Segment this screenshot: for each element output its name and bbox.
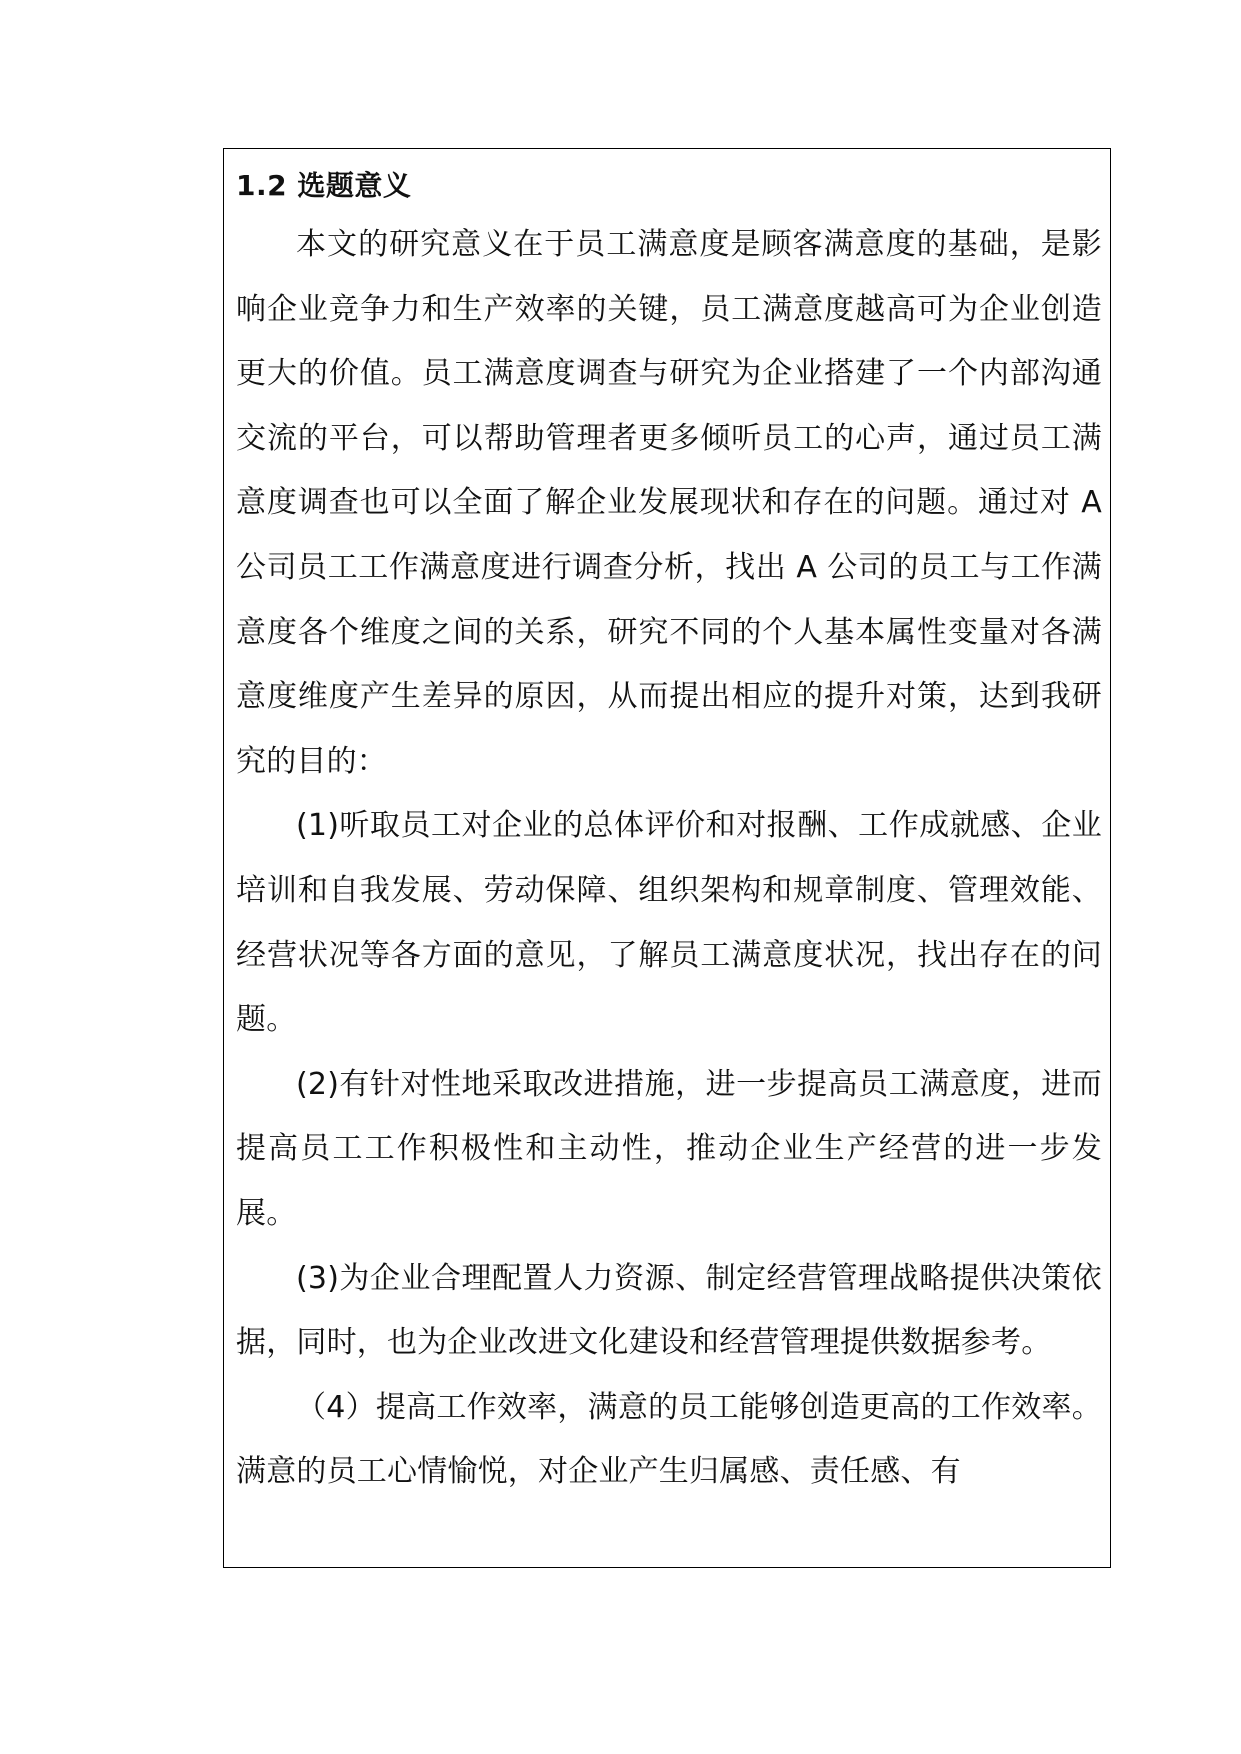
paragraph-item-3: (3)为企业合理配置人力资源、制定经营管理战略提供决策依据，同时，也为企业改进文化建设和经营管理提供数据参考。 (236, 1260, 1102, 1361)
paragraph-item-4: （4）提高工作效率，满意的员工能够创造更高的工作效率。满意的员工心情愉悦，对企业产生归属感、责任感、有 (236, 1389, 1102, 1490)
paragraph-item-1: (1)听取员工对企业的总体评价和对报酬、工作成就感、企业培训和自我发展、劳动保障、组织架构和规章制度、管理效能、经营状况等各方面的意见，了解员工满意度状况，找出存在的问题。 (236, 808, 1102, 1038)
section-heading: 1.2 选题意义 (236, 169, 412, 202)
section-content (236, 159, 1102, 1505)
paragraph-intro: 本文的研究意义在于员工满意度是顾客满意度的基础，是影响企业竞争力和生产效率的关键，员工满意度越高可为企业创造更大的价值。员工满意度调查与研究为企业搭建了一个内部沟通交流的平台，可以帮助管理者更多倾听员工的心声，通过员工满意度调查也可以全面了解企业发展现状和存在的问题。通过对 A 公司员工工作满意度进行调查分析，找出 A 公司的员工与工作满意度各个维度之间的关系，研究不同的个人基本属性变量对各满意度维度产生差异的原因，从而提出相应的提升对策，达到我研究的目的： (236, 227, 1102, 779)
paragraph-item-2: (2)有针对性地采取改进措施，进一步提高员工满意度，进而提高员工工作积极性和主动性，推动企业生产经营的进一步发展。 (236, 1066, 1102, 1231)
bordered-text-box (223, 148, 1111, 1568)
